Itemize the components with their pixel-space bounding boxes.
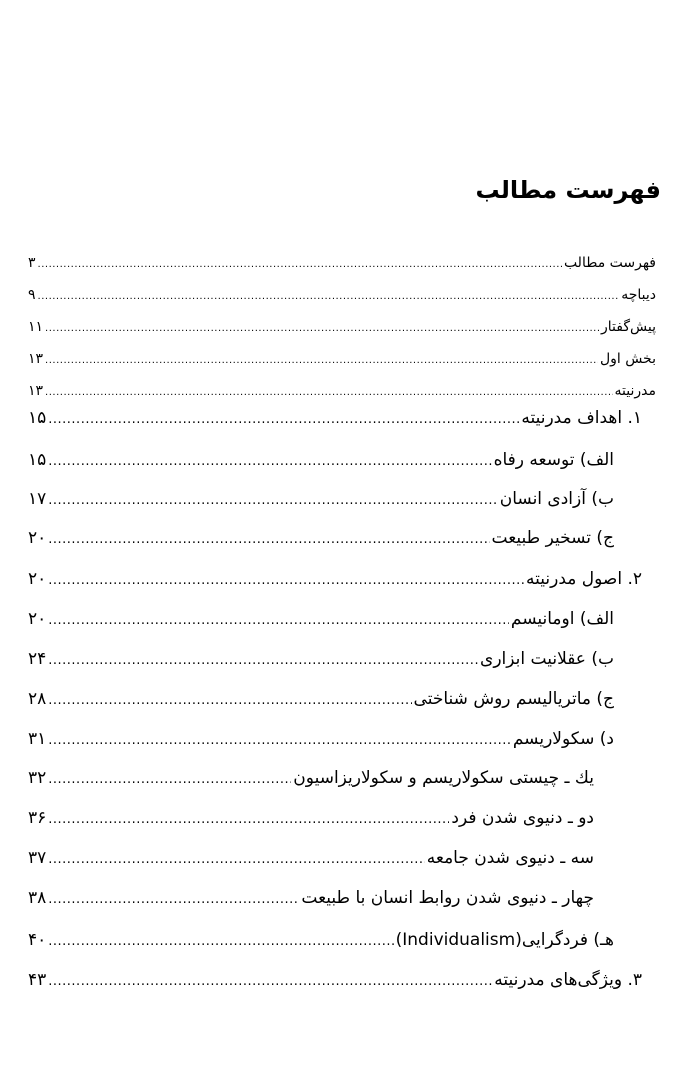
toc-page-number: ۳۱ [28,729,47,749]
dot-leader [45,352,598,370]
toc-entry-individualism[interactable] [28,929,614,951]
toc-page-number: ۲۰ [28,569,47,589]
toc-entry-label: ب) عقلانیت ابزاری [480,649,614,669]
toc-page-number: ۱۵ [28,408,47,428]
toc-entry-label: هـ) فردگرایی(Individualism) [395,930,614,950]
toc-entry-label: الف) توسعه رفاه [493,450,614,470]
toc-page-number: ۲۸ [28,689,47,709]
toc-page-number: ۲۰ [28,528,47,548]
dot-leader [48,490,497,512]
toc-entry-contents[interactable] [28,254,656,272]
toc-page-number: ۱۷ [28,489,47,509]
toc-entry-nature[interactable] [28,527,614,549]
toc-page-number: ۴۳ [28,970,47,990]
toc-entry-secularism[interactable] [28,728,614,750]
toc-entry-rationality[interactable] [28,648,614,670]
toc-page-number: ۳۶ [28,808,47,828]
toc-entry-label: سه ـ دنیوی شدن جامعه [426,848,594,868]
dot-leader [45,320,599,338]
toc-page-number: ۹ [28,287,36,303]
dot-leader [38,256,562,274]
dot-leader [48,690,411,712]
toc-entry-freedom[interactable] [28,488,614,510]
toc-entry-foreword[interactable] [28,318,656,336]
dot-leader [48,849,424,871]
toc-entry-label: الف) اومانیسم [510,609,614,629]
toc-entry-features[interactable] [28,969,642,991]
toc-entry-welfare[interactable] [28,449,614,471]
toc-entry-label: پیش‌گفتار [601,319,656,335]
toc-entry-label: بخش اول [599,351,656,367]
toc-entry-society[interactable] [28,847,594,869]
toc-page-number: ۱۳ [28,351,44,367]
dot-leader [48,889,299,911]
dot-leader [48,730,511,752]
dot-leader [48,529,489,551]
toc-entry-label: ب) آزادی انسان [499,489,614,509]
dot-leader [48,650,478,672]
dot-leader [48,409,519,431]
toc-entry-human-nature[interactable] [28,887,594,909]
toc-page-number: ۲۴ [28,649,47,669]
dot-leader [48,451,491,473]
toc-entry-label: ۲. اصول مدرنیته [526,569,642,589]
toc-entry-label: ج) تسخیر طبیعت [491,528,614,548]
toc-page-number: ۲۰ [28,609,47,629]
toc-entry-label: د) سکولاریسم [512,729,614,749]
dot-leader [48,971,492,993]
toc-entry-preface[interactable] [28,286,656,304]
toc-entry-label: دو ـ دنیوی شدن فرد [451,808,594,828]
dot-leader [48,769,291,791]
toc-entry-label: چهار ـ دنیوی شدن روابط انسان با طبیعت [301,888,594,908]
dot-leader [38,288,620,306]
dot-leader [45,384,612,402]
toc-page-number: ۳۷ [28,848,47,868]
toc-entry-part-one[interactable] [28,350,656,368]
toc-entry-individual[interactable] [28,807,594,829]
toc-entry-modernity[interactable] [28,382,656,400]
toc-entry-goals[interactable] [28,407,642,429]
toc-entry-materialism[interactable] [28,688,614,710]
toc-entry-label: مدرنیته [614,383,656,399]
toc-page-number: ۱۱ [28,319,44,335]
dot-leader [48,570,524,592]
page-title: فهرست مطالب [475,176,661,204]
toc-entry-label: ج) ماتریالیسم روش شناختی [413,689,614,709]
toc-page-number: ۱۵ [28,450,47,470]
toc-entry-label: یك ـ چیستی سکولاریسم و سکولاریزاسیون [293,768,594,788]
toc-page-number: ۱۳ [28,383,44,399]
toc-page-number: ۳ [28,255,36,271]
toc-entry-humanism[interactable] [28,608,614,630]
dot-leader [48,610,509,632]
dot-leader [48,931,393,953]
toc-entry-label: دیباچه [621,287,656,303]
toc-page-number: ۳۲ [28,768,47,788]
toc-page-number: ۴۰ [28,930,47,950]
dot-leader [48,809,449,831]
toc-entry-principles[interactable] [28,568,642,590]
toc-page-number: ۳۸ [28,888,47,908]
toc-entry-label: ۳. ویژگی‌های مدرنیته [494,970,642,990]
toc-entry-label: ۱. اهداف مدرنیته [521,408,642,428]
toc-entry-label: فهرست مطالب [563,255,656,271]
toc-entry-secularism-definition[interactable] [28,767,594,789]
